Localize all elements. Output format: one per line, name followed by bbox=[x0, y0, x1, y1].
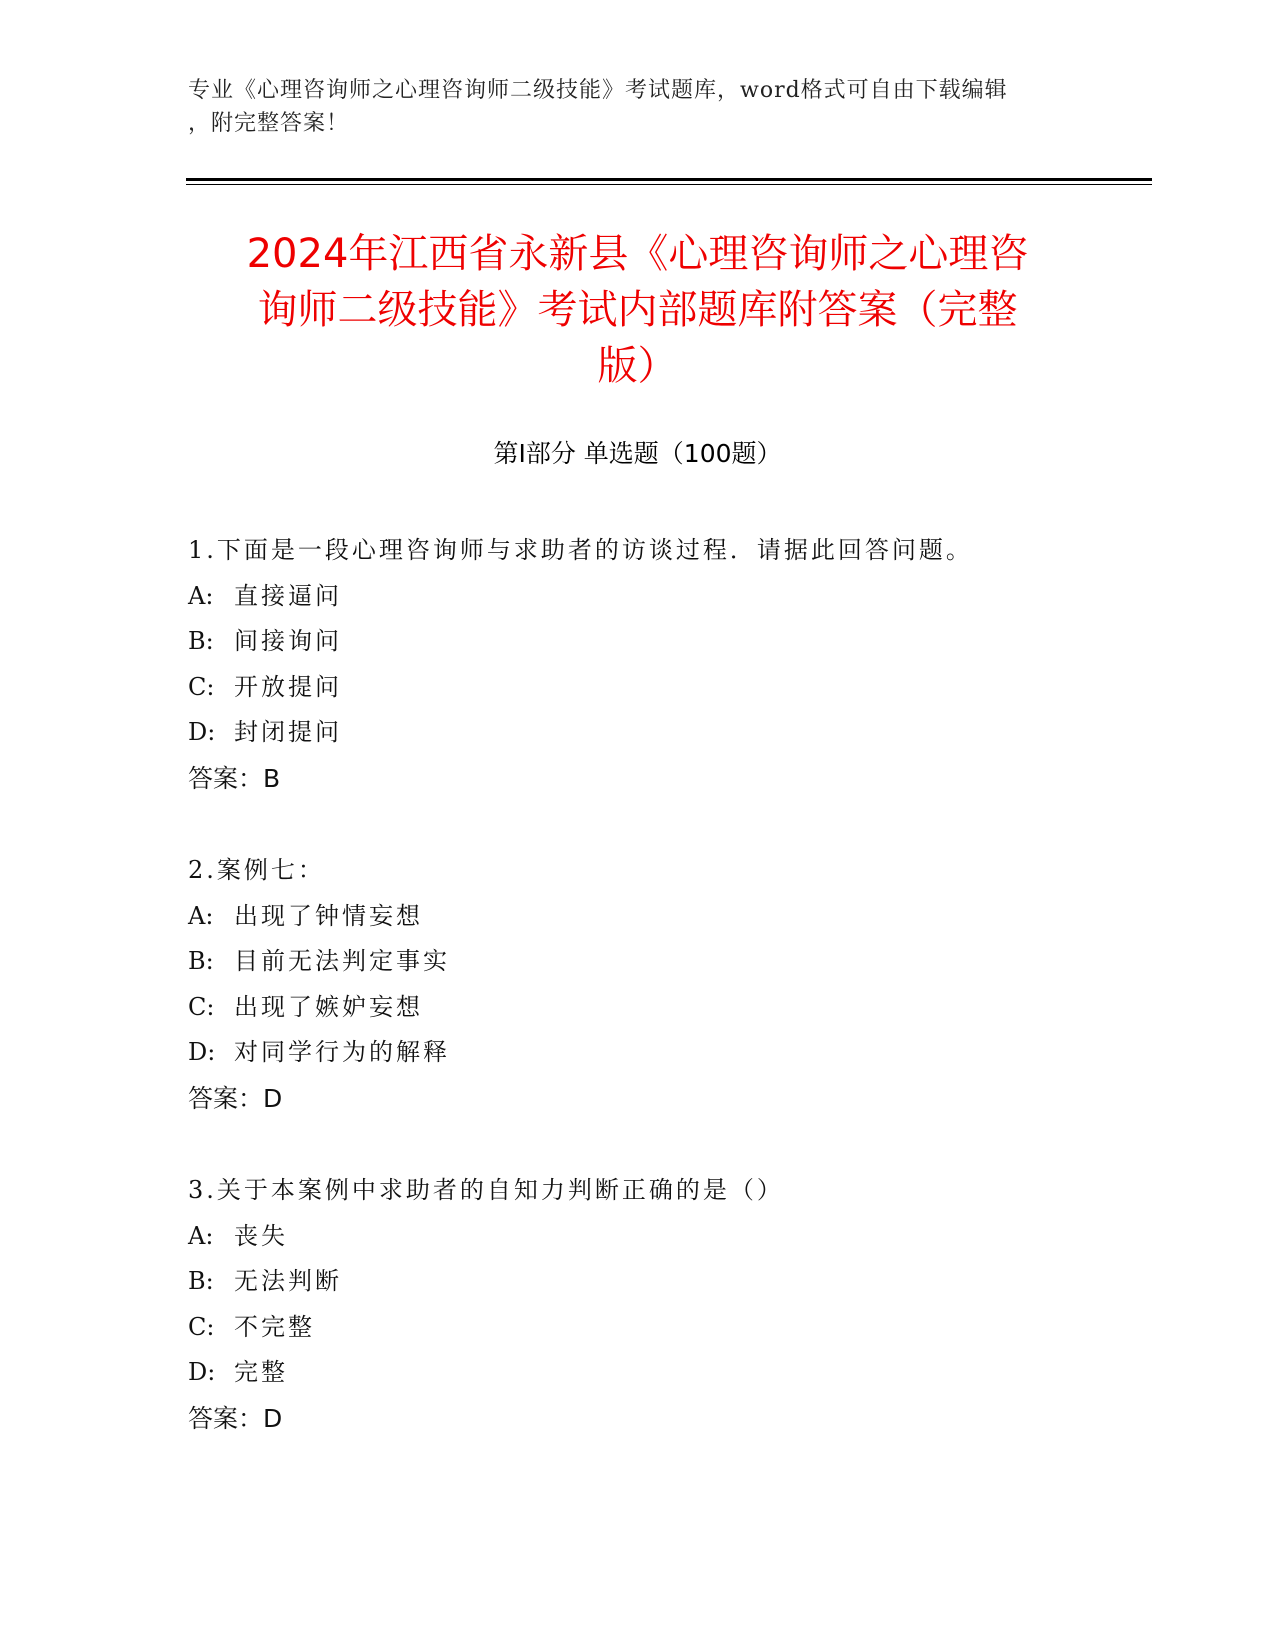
option-key: B: bbox=[188, 947, 214, 975]
section-title: 第Ⅰ部分 单选题（100题） bbox=[493, 439, 782, 468]
option-text: 直接逼问 bbox=[234, 581, 342, 610]
question-1 bbox=[188, 528, 1188, 801]
option-text: 目前无法判定事实 bbox=[234, 947, 450, 975]
option-key: C: bbox=[188, 672, 215, 701]
question-stem: 2.案例七： bbox=[188, 856, 325, 884]
option-a bbox=[188, 894, 1188, 940]
option-text: 丧失 bbox=[234, 1221, 288, 1250]
option-d bbox=[188, 1350, 1188, 1396]
option-text: 不完整 bbox=[234, 1312, 315, 1341]
header-note bbox=[188, 74, 1088, 140]
answer: 答案：D bbox=[188, 1403, 283, 1433]
option-text: 出现了钟情妄想 bbox=[234, 901, 423, 930]
option-text: 出现了嫉妒妄想 bbox=[234, 992, 423, 1021]
option-key: B: bbox=[188, 627, 214, 655]
header-note-line-2: ，附完整答案！ bbox=[188, 111, 350, 136]
option-key: D: bbox=[188, 718, 216, 746]
answer: 答案：B bbox=[188, 763, 281, 793]
option-text: 无法判断 bbox=[234, 1267, 342, 1295]
option-b bbox=[188, 939, 1188, 985]
header-note-line-1: 专业《心理咨询师之心理咨询师二级技能》考试题库，word格式可自由下载编辑 bbox=[188, 78, 1008, 103]
option-text: 对同学行为的解释 bbox=[234, 1038, 450, 1066]
header-divider-thin bbox=[186, 184, 1152, 185]
question-stem: 3.关于本案例中求助者的自知力判断正确的是（） bbox=[188, 1176, 784, 1204]
option-a bbox=[188, 1214, 1188, 1260]
header-divider-thick bbox=[186, 178, 1152, 181]
question-2 bbox=[188, 848, 1188, 1121]
option-b bbox=[188, 1259, 1188, 1305]
answer: 答案：D bbox=[188, 1083, 283, 1113]
option-d bbox=[188, 1030, 1188, 1076]
document-title-line-2: 询师二级技能》考试内部题库附答案（完整 bbox=[257, 287, 1018, 333]
option-text: 间接询问 bbox=[234, 627, 342, 655]
option-text: 完整 bbox=[234, 1358, 288, 1386]
question-stem: 1.下面是一段心理咨询师与求助者的访谈过程．请据此回答问题。 bbox=[188, 536, 973, 564]
option-c bbox=[188, 1305, 1188, 1351]
option-d bbox=[188, 710, 1188, 756]
option-key: C: bbox=[188, 1312, 215, 1341]
option-a bbox=[188, 574, 1188, 620]
option-c bbox=[188, 665, 1188, 711]
document-title-line-3: 版） bbox=[597, 343, 678, 389]
question-3 bbox=[188, 1168, 1188, 1441]
option-text: 封闭提问 bbox=[234, 718, 342, 746]
option-b bbox=[188, 619, 1188, 665]
option-key: A: bbox=[188, 581, 214, 610]
option-key: D: bbox=[188, 1038, 216, 1066]
option-key: C: bbox=[188, 992, 215, 1021]
document-title bbox=[180, 226, 1095, 394]
option-key: A: bbox=[188, 901, 214, 930]
option-c bbox=[188, 985, 1188, 1031]
option-key: A: bbox=[188, 1221, 214, 1250]
option-key: D: bbox=[188, 1358, 216, 1386]
option-text: 开放提问 bbox=[234, 672, 342, 701]
document-title-line-1: 2024年江西省永新县《心理咨询师之心理咨 bbox=[246, 231, 1029, 277]
option-key: B: bbox=[188, 1267, 214, 1295]
